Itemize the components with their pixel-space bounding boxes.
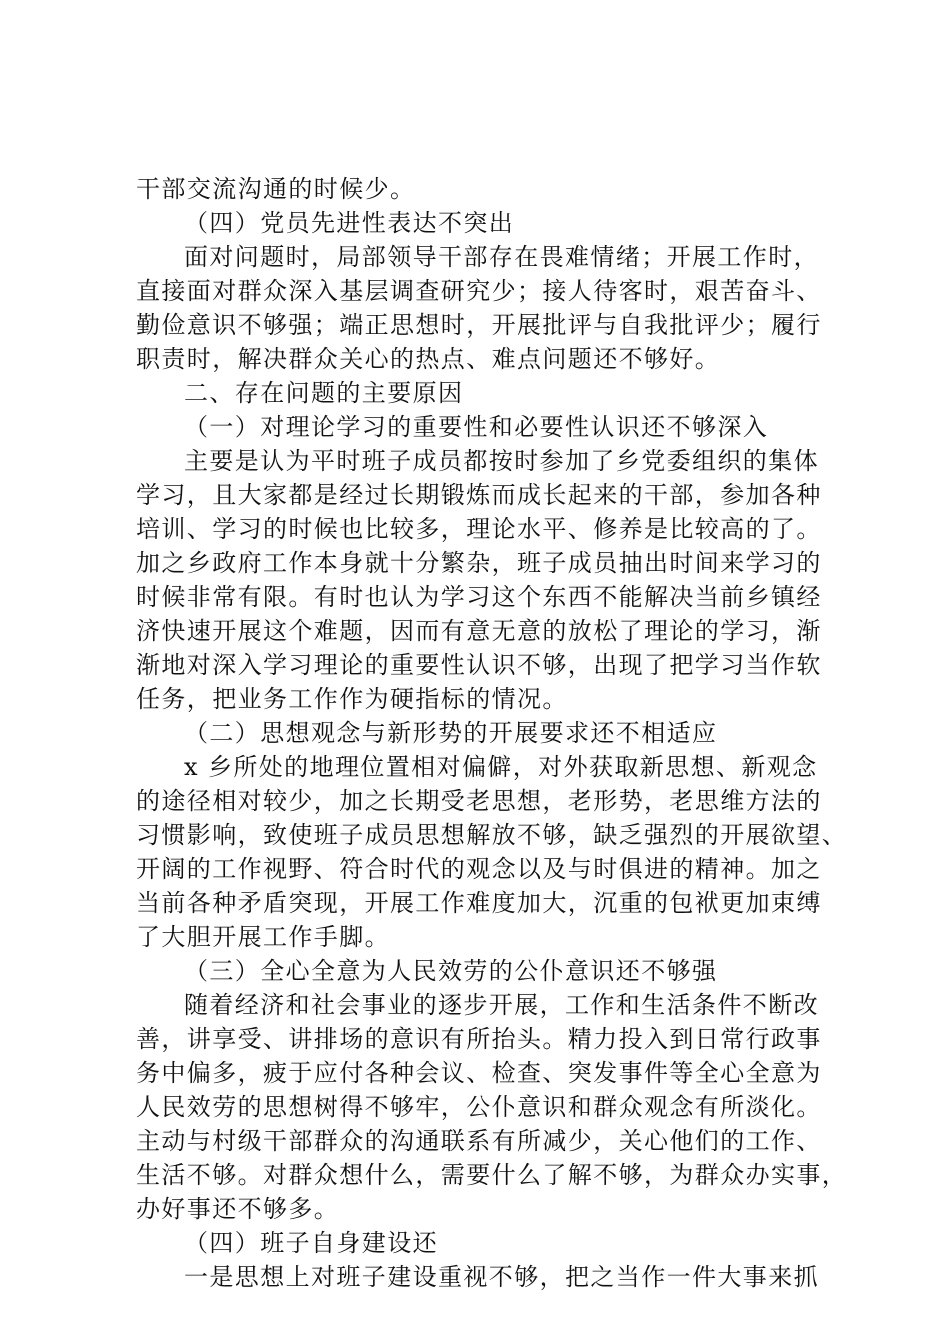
document-body <box>136 172 848 1294</box>
text-line: 培训、学习的时候也比较多，理论水平、修养是比较高的了。 <box>136 515 822 543</box>
text-line: 职责时，解决群众关心的热点、难点问题还不够好。 <box>136 345 721 373</box>
section-heading: （一）对理论学习的重要性和必要性认识还不够深入 <box>184 413 769 441</box>
section-heading: （二）思想观念与新形势的开展要求还不相适应 <box>184 719 718 747</box>
text-line: 习惯影响，致使班子成员思想解放不够，缺乏强烈的开展欲望、 <box>136 821 848 849</box>
paragraph-start: x 乡所处的地理位置相对偏僻，对外获取新思想、新观念 <box>184 753 818 781</box>
text-line: 学习，且大家都是经过长期锻炼而成长起来的干部，参加各种 <box>136 481 822 509</box>
text-line: 开阔的工作视野、符合时代的观念以及与时俱进的精神。加之 <box>136 855 822 883</box>
text-line: 了大胆开展工作手脚。 <box>136 923 390 951</box>
paragraph-start: 一是思想上对班子建设重视不够，把之当作一件大事来抓 <box>184 1263 819 1291</box>
text-line: 勤俭意识不够强；端正思想时，开展批评与自我批评少；履行 <box>136 311 822 339</box>
text-line: 人民效劳的思想树得不够牢，公仆意识和群众观念有所淡化。 <box>136 1093 822 1121</box>
text-line: 办好事还不够多。 <box>136 1195 340 1223</box>
section-heading: （四）班子自身建设还 <box>184 1229 438 1257</box>
paragraph-start: 面对问题时，局部领导干部存在畏难情绪；开展工作时， <box>184 243 819 271</box>
text-line: 善，讲享受、讲排场的意识有所抬头。精力投入到日常行政事 <box>136 1025 822 1053</box>
section-heading: （四）党员先进性表达不突出 <box>184 209 515 237</box>
paragraph-start: 随着经济和社会事业的逐步开展，工作和生活条件不断改 <box>184 991 819 1019</box>
text-line: 生活不够。对群众想什么，需要什么了解不够，为群众办实事， <box>136 1161 848 1189</box>
text-line: 干部交流沟通的时候少。 <box>136 175 416 203</box>
text-line: 主动与村级干部群众的沟通联系有所减少，关心他们的工作、 <box>136 1127 822 1155</box>
text-line: 的途径相对较少，加之长期受老思想，老形势，老思维方法的 <box>136 787 822 815</box>
text-line: 时候非常有限。有时也认为学习这个东西不能解决当前乡镇经 <box>136 583 822 611</box>
text-line: 直接面对群众深入基层调查研究少；接人待客时，艰苦奋斗、 <box>136 277 822 305</box>
text-line: 渐地对深入学习理论的重要性认识不够，出现了把学习当作软 <box>136 651 822 679</box>
section-heading: 二、存在问题的主要原因 <box>184 379 464 407</box>
text-line: 务中偏多，疲于应付各种会议、检查、突发事件等全心全意为 <box>136 1059 822 1087</box>
section-heading: （三）全心全意为人民效劳的公仆意识还不够强 <box>184 957 718 985</box>
text-line: 济快速开展这个难题，因而有意无意的放松了理论的学习，渐 <box>136 617 822 645</box>
text-line: 加之乡政府工作本身就十分繁杂，班子成员抽出时间来学习的 <box>136 549 822 577</box>
text-line: 当前各种矛盾突现，开展工作难度加大，沉重的包袱更加束缚 <box>136 889 822 917</box>
text-line: 任务，把业务工作作为硬指标的情况。 <box>136 685 568 713</box>
paragraph-start: 主要是认为平时班子成员都按时参加了乡党委组织的集体 <box>184 447 819 475</box>
